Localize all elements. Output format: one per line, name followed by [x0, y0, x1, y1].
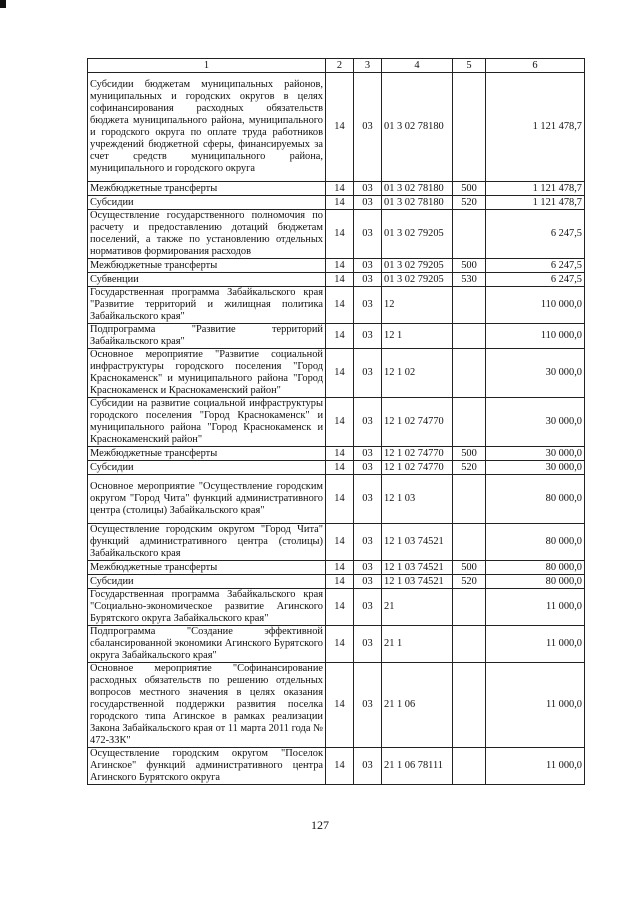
- row-expense-type: 500: [453, 259, 486, 273]
- table-row: [88, 210, 585, 259]
- row-amount: 1 121 478,7: [486, 196, 585, 210]
- row-target-code: 01 3 02 78180: [382, 73, 453, 182]
- row-section: 14: [326, 273, 354, 287]
- table-row: [88, 461, 585, 475]
- row-name: Субсидии: [88, 461, 326, 475]
- row-expense-type: [453, 324, 486, 349]
- row-expense-type: 500: [453, 182, 486, 196]
- scan-corner-mark: [0, 0, 6, 8]
- row-section: 14: [326, 73, 354, 182]
- row-name: Субвенции: [88, 273, 326, 287]
- row-amount: 110 000,0: [486, 287, 585, 324]
- row-amount: 1 121 478,7: [486, 73, 585, 182]
- column-header: 3: [354, 59, 382, 73]
- table-row: [88, 447, 585, 461]
- row-target-code: 21 1 06: [382, 663, 453, 748]
- table-row: [88, 626, 585, 663]
- row-subsection: 03: [354, 626, 382, 663]
- row-section: 14: [326, 349, 354, 398]
- row-section: 14: [326, 524, 354, 561]
- page-number: 127: [311, 818, 329, 832]
- row-target-code: 21: [382, 589, 453, 626]
- row-name: Подпрограмма "Создание эффективной сбалансированной экономики Агинского Бурятского округа Забайкальского края": [88, 626, 326, 663]
- table-row: [88, 259, 585, 273]
- table-row: [88, 182, 585, 196]
- row-target-code: 12 1 03 74521: [382, 561, 453, 575]
- table-row: [88, 196, 585, 210]
- row-name: Субсидии бюджетам муниципальных районов, муниципальных и городских округов в целях софинансирования расходных обязательств бюджета муниципального района, муниципального и городского округа по оплате труда работников учреждений бюджетной сферы, финансируемых за счет средств муниципального района, муниципального и городского округа: [88, 73, 326, 182]
- row-name: Субсидии на развитие социальной инфраструктуры городского поселения "Город Краснокаменск" и муниципального района "Город Краснокаменск и Краснокаменский район": [88, 398, 326, 447]
- row-section: 14: [326, 196, 354, 210]
- row-section: 14: [326, 575, 354, 589]
- row-expense-type: [453, 663, 486, 748]
- row-name: Основное мероприятие "Осуществление городским округом "Город Чита" функций административного центра (столицы) Забайкальского края": [88, 475, 326, 524]
- row-subsection: 03: [354, 182, 382, 196]
- row-section: 14: [326, 259, 354, 273]
- table-row: [88, 273, 585, 287]
- row-subsection: 03: [354, 447, 382, 461]
- row-section: 14: [326, 589, 354, 626]
- row-subsection: 03: [354, 196, 382, 210]
- row-name: Основное мероприятие "Софинансирование расходных обязательств по решению отдельных вопросов местного значения в целях оказания государственной поддержки развития поселка городского типа Агинское в рамках реализации Закона Забайкальского края от 11 марта 2011 года № 472-ЗЗК": [88, 663, 326, 748]
- row-subsection: 03: [354, 273, 382, 287]
- row-subsection: 03: [354, 748, 382, 785]
- row-amount: 80 000,0: [486, 561, 585, 575]
- row-section: 14: [326, 324, 354, 349]
- row-subsection: 03: [354, 575, 382, 589]
- row-subsection: 03: [354, 524, 382, 561]
- row-section: 14: [326, 447, 354, 461]
- row-target-code: 01 3 02 78180: [382, 196, 453, 210]
- table-row: [88, 287, 585, 324]
- row-section: 14: [326, 663, 354, 748]
- row-amount: 11 000,0: [486, 663, 585, 748]
- row-expense-type: [453, 748, 486, 785]
- row-subsection: 03: [354, 589, 382, 626]
- row-amount: 80 000,0: [486, 575, 585, 589]
- row-amount: 30 000,0: [486, 398, 585, 447]
- row-section: 14: [326, 210, 354, 259]
- column-header: 6: [486, 59, 585, 73]
- row-amount: 11 000,0: [486, 589, 585, 626]
- row-subsection: 03: [354, 561, 382, 575]
- row-amount: 11 000,0: [486, 626, 585, 663]
- table-row: [88, 324, 585, 349]
- table-row: [88, 349, 585, 398]
- row-name: Субсидии: [88, 196, 326, 210]
- row-section: 14: [326, 398, 354, 447]
- row-subsection: 03: [354, 461, 382, 475]
- row-section: 14: [326, 182, 354, 196]
- row-target-code: 12 1 03 74521: [382, 575, 453, 589]
- row-expense-type: 520: [453, 461, 486, 475]
- row-name: Государственная программа Забайкальского края "Социально-экономическое развитие Агинского Бурятского округа Забайкальского края": [88, 589, 326, 626]
- row-amount: 6 247,5: [486, 259, 585, 273]
- row-expense-type: [453, 73, 486, 182]
- row-amount: 11 000,0: [486, 748, 585, 785]
- row-subsection: 03: [354, 287, 382, 324]
- row-expense-type: [453, 589, 486, 626]
- row-target-code: 12 1 02 74770: [382, 398, 453, 447]
- row-amount: 30 000,0: [486, 461, 585, 475]
- row-subsection: 03: [354, 73, 382, 182]
- row-expense-type: [453, 626, 486, 663]
- row-subsection: 03: [354, 210, 382, 259]
- row-target-code: 12 1: [382, 324, 453, 349]
- row-subsection: 03: [354, 349, 382, 398]
- row-section: 14: [326, 626, 354, 663]
- row-subsection: 03: [354, 475, 382, 524]
- column-header: 2: [326, 59, 354, 73]
- table-row: [88, 524, 585, 561]
- budget-table: [87, 58, 585, 785]
- row-target-code: 12 1 03: [382, 475, 453, 524]
- table-row: [88, 73, 585, 182]
- row-expense-type: [453, 287, 486, 324]
- table-header-row: [88, 59, 585, 73]
- row-name: Субсидии: [88, 575, 326, 589]
- row-expense-type: 530: [453, 273, 486, 287]
- row-expense-type: [453, 210, 486, 259]
- table-row: [88, 589, 585, 626]
- row-amount: 110 000,0: [486, 324, 585, 349]
- row-section: 14: [326, 561, 354, 575]
- column-header: 5: [453, 59, 486, 73]
- row-amount: 30 000,0: [486, 349, 585, 398]
- row-target-code: 01 3 02 79205: [382, 273, 453, 287]
- row-section: 14: [326, 461, 354, 475]
- row-expense-type: 520: [453, 575, 486, 589]
- row-target-code: 12 1 02 74770: [382, 447, 453, 461]
- row-expense-type: 500: [453, 447, 486, 461]
- row-subsection: 03: [354, 398, 382, 447]
- row-name: Осуществление городским округом "Поселок Агинское" функций административного центра Агинского Бурятского округа: [88, 748, 326, 785]
- column-header: 4: [382, 59, 453, 73]
- row-section: 14: [326, 748, 354, 785]
- row-name: Осуществление городским округом "Город Чита" функций административного центра (столицы) Забайкальского края: [88, 524, 326, 561]
- row-target-code: 01 3 02 79205: [382, 210, 453, 259]
- row-expense-type: [453, 524, 486, 561]
- row-expense-type: [453, 398, 486, 447]
- row-name: Подпрограмма "Развитие территорий Забайкальского края": [88, 324, 326, 349]
- row-name: Межбюджетные трансферты: [88, 561, 326, 575]
- column-header: 1: [88, 59, 326, 73]
- row-name: Основное мероприятие "Развитие социальной инфраструктуры городского поселения "Город Краснокаменск" и муниципального района "Город Краснокаменск и Краснокаменский район": [88, 349, 326, 398]
- table-row: [88, 561, 585, 575]
- table-row: [88, 663, 585, 748]
- row-expense-type: [453, 475, 486, 524]
- row-amount: 6 247,5: [486, 210, 585, 259]
- table-row: [88, 475, 585, 524]
- table-row: [88, 575, 585, 589]
- row-target-code: 01 3 02 79205: [382, 259, 453, 273]
- row-target-code: 21 1 06 78111: [382, 748, 453, 785]
- row-subsection: 03: [354, 259, 382, 273]
- row-subsection: 03: [354, 324, 382, 349]
- row-expense-type: 520: [453, 196, 486, 210]
- row-target-code: 12 1 02 74770: [382, 461, 453, 475]
- row-amount: 6 247,5: [486, 273, 585, 287]
- row-expense-type: [453, 349, 486, 398]
- row-name: Межбюджетные трансферты: [88, 259, 326, 273]
- row-amount: 80 000,0: [486, 524, 585, 561]
- row-subsection: 03: [354, 663, 382, 748]
- row-target-code: 12: [382, 287, 453, 324]
- row-target-code: 12 1 03 74521: [382, 524, 453, 561]
- row-name: Государственная программа Забайкальского края "Развитие территорий и жилищная политика Забайкальского края": [88, 287, 326, 324]
- row-amount: 1 121 478,7: [486, 182, 585, 196]
- row-target-code: 21 1: [382, 626, 453, 663]
- row-expense-type: 500: [453, 561, 486, 575]
- table-row: [88, 398, 585, 447]
- row-name: Межбюджетные трансферты: [88, 447, 326, 461]
- row-name: Осуществление государственного полномочия по расчету и предоставлению дотаций бюджетам поселений, а также по установлению отдельных нормативов формирования расходов: [88, 210, 326, 259]
- row-section: 14: [326, 287, 354, 324]
- row-amount: 30 000,0: [486, 447, 585, 461]
- row-section: 14: [326, 475, 354, 524]
- row-target-code: 12 1 02: [382, 349, 453, 398]
- row-amount: 80 000,0: [486, 475, 585, 524]
- row-target-code: 01 3 02 78180: [382, 182, 453, 196]
- table-row: [88, 748, 585, 785]
- row-name: Межбюджетные трансферты: [88, 182, 326, 196]
